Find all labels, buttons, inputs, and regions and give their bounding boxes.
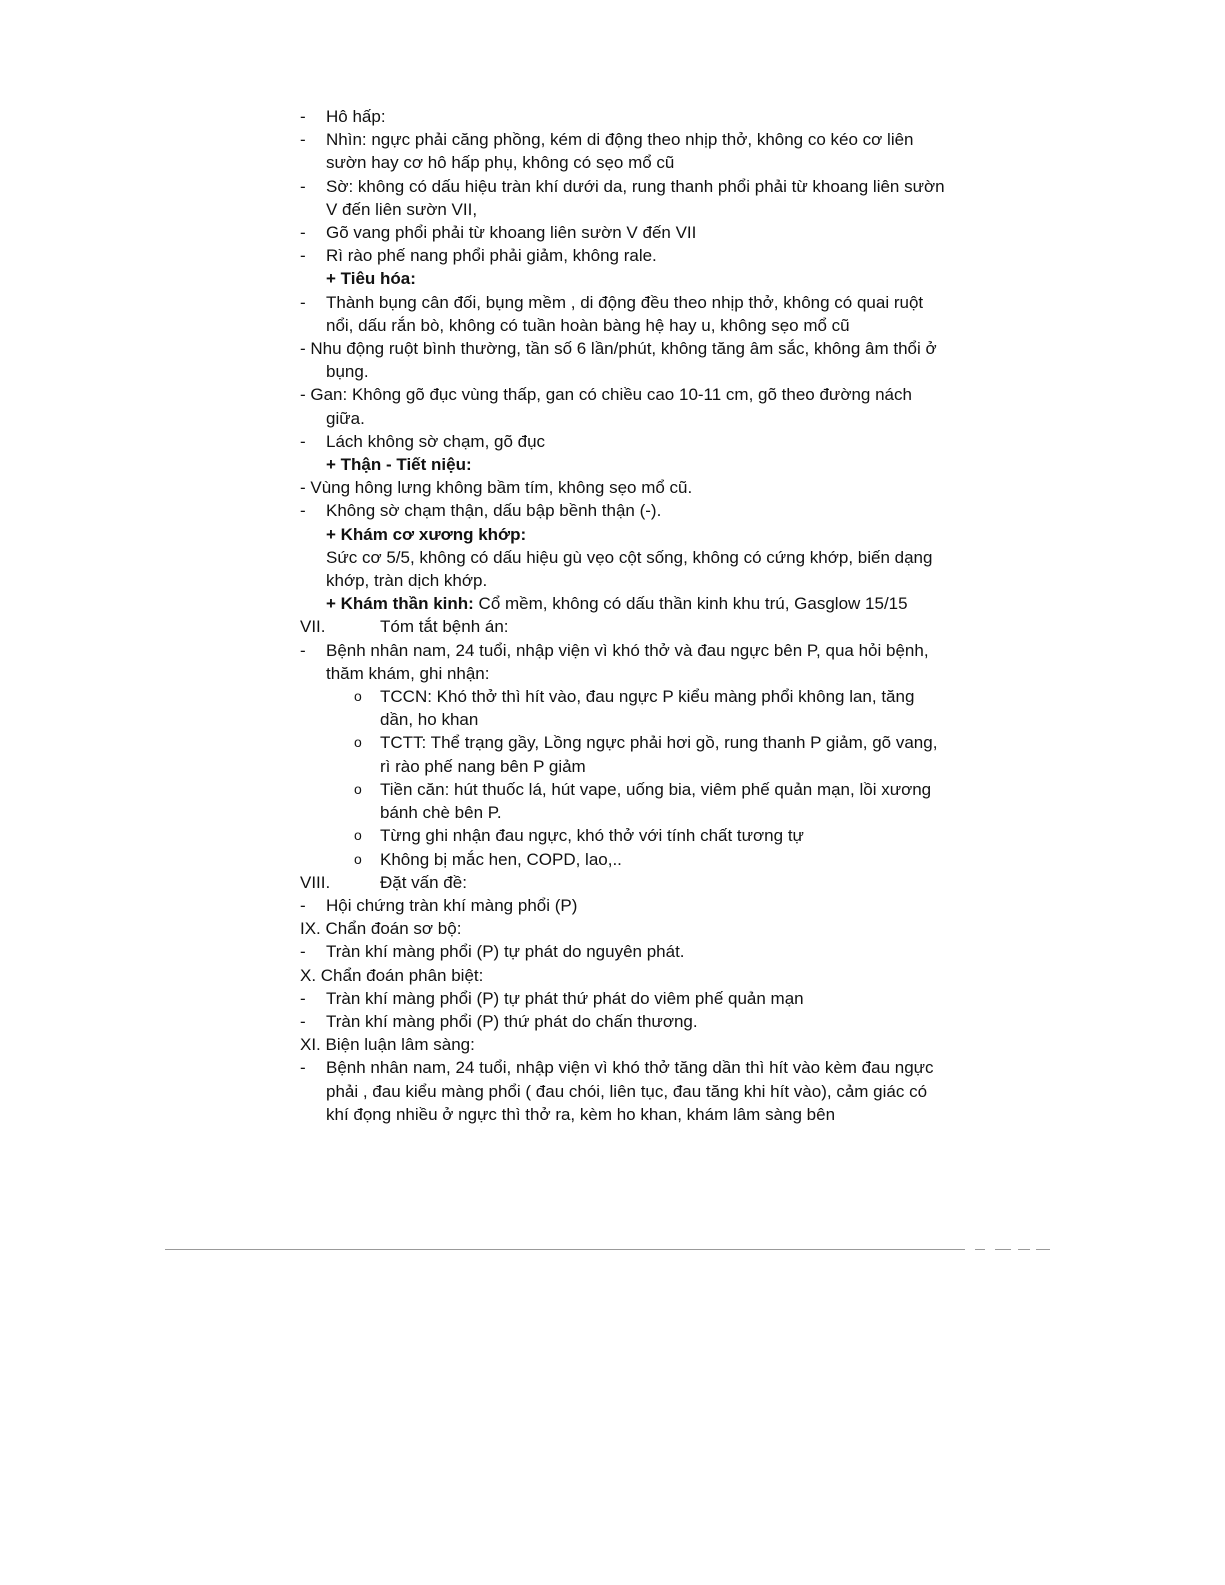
line-text: Tràn khí màng phổi (P) thứ phát do chấn thương. (326, 1011, 698, 1031)
line-text: Tràn khí màng phổi (P) tự phát do nguyên phát. (326, 942, 685, 962)
section-heading-than-kinh: + Khám thần kinh: (326, 594, 474, 614)
bullet-marker: o (354, 688, 362, 705)
line-text: Gõ vang phổi phải từ khoang liên sườn V đến VII (326, 223, 697, 243)
list-item (300, 105, 950, 128)
section-heading-tieu-hoa: + Tiêu hóa: (326, 269, 416, 289)
footer-rule-dash (995, 1249, 1011, 1250)
dash-marker: - (300, 130, 306, 150)
line-text: Không bị mắc hen, COPD, lao,.. (380, 849, 622, 869)
line-text: Tiền căn: hút thuốc lá, hút vape, uống bia, viêm phế quản mạn, lồi xương bánh chè bên P. (380, 779, 932, 823)
line-text: Rì rào phế nang phổi phải giảm, không rale. (326, 246, 657, 266)
document-page (300, 105, 950, 1126)
dash-marker: - (300, 895, 306, 915)
footer-rule-dash (1036, 1249, 1050, 1250)
line-text: Sờ: không có dấu hiệu tràn khí dưới da, rung thanh phổi phải từ khoang liên sườn V đến liên sườn VII, (326, 176, 945, 219)
list-item (300, 499, 950, 522)
section-viii-title (300, 871, 950, 894)
line-text: Thành bụng cân đối, bụng mềm , di động đều theo nhịp thở, không có quai ruột nổi, dấu rắn bò, không có tuần hoàn bàng hệ hay u, không sẹo mổ cũ (326, 292, 924, 335)
line-text: Không sờ chạm thận, dấu bập bềnh thận (-). (326, 501, 662, 521)
line-text: Hô hấp: (326, 107, 386, 126)
dash-marker: - (300, 1011, 306, 1031)
bullet-marker: o (354, 734, 362, 751)
bullet-item (300, 824, 950, 847)
line-text: Lách không sờ chạm, gõ đục (326, 431, 546, 451)
line-text: Hội chứng tràn khí màng phổi (P) (326, 895, 578, 915)
line-text: Đặt vấn đề: (380, 872, 467, 892)
section-heading-co-xuong-khop: + Khám cơ xương khớp: (326, 524, 527, 544)
line-text: Nhìn: ngực phải căng phồng, kém di động theo nhịp thở, không co kéo cơ liên sườn hay cơ hô hấp phụ, không có sẹo mổ cũ (326, 130, 914, 173)
dash-marker: - (300, 431, 306, 451)
footer-rule-dash (975, 1249, 985, 1250)
line-text: Bệnh nhân nam, 24 tuổi, nhập viện vì khó thở tăng dần thì hít vào kèm đau ngực phải , đau kiểu màng phổi ( đau chói, liên tục, đau tăng khi hít vào), cảm giác có khí đọng nhiều ở ngực thì thở ra, kèm ho khan, khám lâm sàng bên (326, 1058, 934, 1124)
line-text: - Nhu động ruột bình thường, tần số 6 lần/phút, không tăng âm sắc, không âm thổi ở bụng. (300, 339, 937, 382)
list-item (300, 1010, 950, 1033)
roman-numeral: VIII. (300, 872, 331, 892)
list-item (300, 291, 950, 337)
bullet-item (300, 685, 950, 731)
list-item (300, 244, 950, 267)
line-text: Tràn khí màng phổi (P) tự phát thứ phát do viêm phế quản mạn (326, 988, 804, 1008)
list-item (300, 221, 950, 244)
dash-marker: - (300, 107, 306, 126)
line-text: TCCN: Khó thở thì hít vào, đau ngực P kiểu màng phổi không lan, tăng dần, ho khan (380, 687, 915, 730)
dash-marker: - (300, 176, 306, 196)
line-text: Cổ mềm, không có dấu thần kinh khu trú, Gasglow 15/15 (473, 594, 908, 614)
list-item (300, 639, 950, 685)
line-text: Tóm tắt bệnh án: (380, 617, 509, 637)
paragraph (300, 337, 950, 383)
list-item (300, 128, 950, 174)
dash-marker: - (300, 640, 306, 660)
line-text: Bệnh nhân nam, 24 tuổi, nhập viện vì khó thở và đau ngực bên P, qua hỏi bệnh, thăm khám, ghi nhận: (326, 640, 929, 683)
dash-marker: - (300, 988, 306, 1008)
line-text: - Gan: Không gõ đục vùng thấp, gan có chiều cao 10-11 cm, gõ theo đường nách giữa. (300, 385, 912, 428)
paragraph (300, 592, 950, 615)
list-item (300, 1056, 950, 1126)
bullet-item (300, 778, 950, 824)
dash-marker: - (300, 223, 306, 243)
paragraph: Sức cơ 5/5, không có dấu hiệu gù vẹo cột sống, không có cứng khớp, biến dạng khớp, tràn dịch khớp. (326, 547, 933, 591)
bullet-marker: o (354, 780, 362, 797)
footer-rule-dash (1018, 1249, 1030, 1250)
section-vii-title (300, 615, 950, 638)
list-item (300, 987, 950, 1010)
dash-marker: - (300, 292, 306, 312)
dash-marker: - (300, 501, 306, 521)
dash-marker: - (300, 942, 306, 962)
line-text: Từng ghi nhận đau ngực, khó thở với tính chất tương tự (380, 826, 804, 846)
dash-marker: - (300, 1058, 306, 1078)
list-item (300, 940, 950, 963)
bullet-item (300, 848, 950, 871)
line-text: TCTT: Thể trạng gầy, Lồng ngực phải hơi gồ, rung thanh P giảm, gõ vang, rì rào phế nang bên P giảm (380, 733, 938, 776)
footer-rule (165, 1249, 965, 1250)
section-heading-than-tiet-nieu: + Thận - Tiết niệu: (326, 455, 472, 475)
bullet-marker: o (354, 827, 362, 844)
section-x-title: X. Chẩn đoán phân biệt: (300, 965, 484, 985)
bullet-item (300, 731, 950, 777)
section-ix-title: IX. Chẩn đoán sơ bộ: (300, 919, 462, 939)
section-xi-title: XI. Biện luận lâm sàng: (300, 1035, 475, 1055)
dash-marker: - (300, 246, 306, 266)
paragraph: - Vùng hông lưng không bầm tím, không sẹo mổ cũ. (300, 478, 693, 498)
roman-numeral: VII. (300, 617, 326, 637)
bullet-marker: o (354, 850, 362, 867)
list-item (300, 175, 950, 221)
list-item (300, 430, 950, 453)
paragraph (300, 383, 950, 429)
list-item (300, 894, 950, 917)
